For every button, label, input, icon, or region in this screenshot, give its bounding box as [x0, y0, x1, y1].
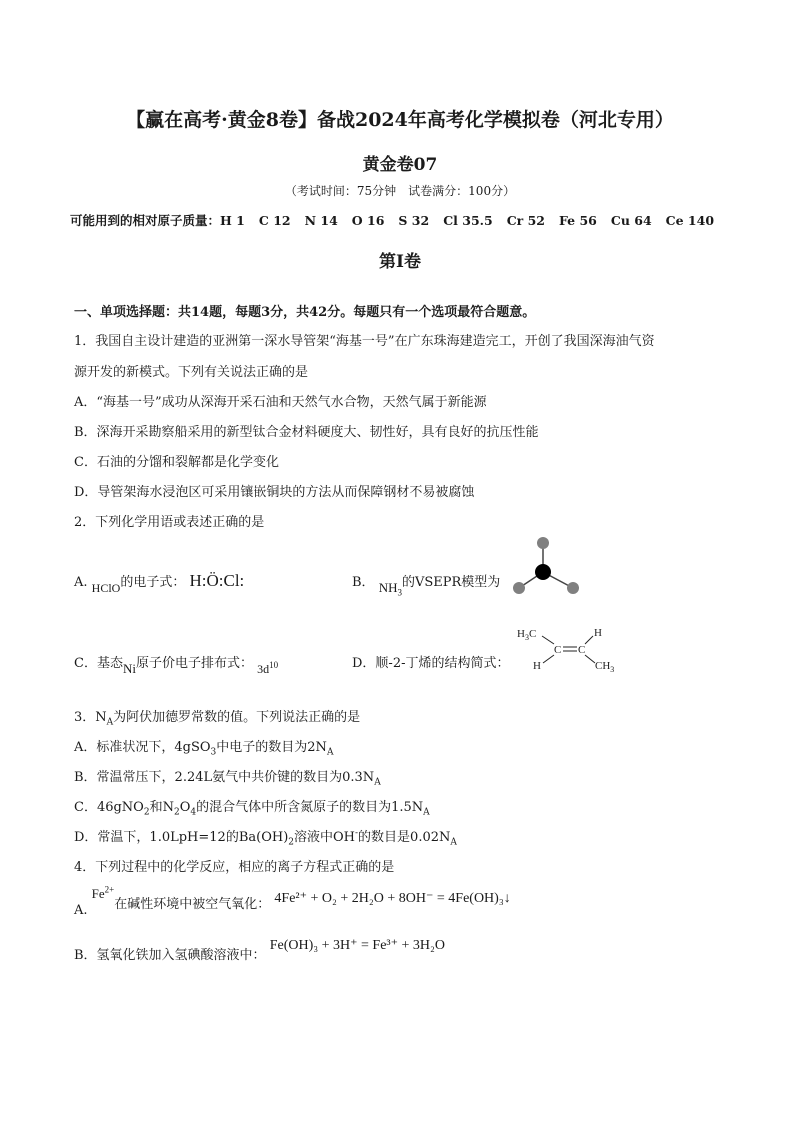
svg-text:H3C: $H_3C$: [517, 628, 537, 642]
q4-option-a: [74, 884, 511, 918]
atomic-mass-line: [70, 211, 728, 229]
volume-title: 第Ⅰ卷: [379, 252, 421, 272]
q2-a-text: 的电子式：: [120, 575, 186, 590]
q2-b-text: 的VSEPR模型为: [401, 575, 501, 590]
atomic-mass-item: O 16: [351, 213, 385, 228]
q4-a-text: 在碱性环境中被空气氧化：: [114, 897, 271, 912]
q1-option-b: B．深海开采勘察船采用的新型钛合金材料硬度大、韧性好，具有良好的抗压性能: [74, 425, 539, 440]
svg-text:CH3: $CH_3$: [595, 660, 615, 674]
q1-stem-line1: 1．我国自主设计建造的亚洲第一深水导管架“海基一号”在广东珠海建造完工，开创了我国深海油气资: [74, 334, 655, 349]
q2-a-label: A.: [74, 575, 88, 590]
atomic-mass-item: S 32: [398, 213, 430, 228]
atomic-mass-item: Ce 140: [665, 213, 715, 228]
q4-b-equation: Fe(OH)₃ + 3H⁺ = Fe³⁺ + 3H₂O: [269, 938, 446, 953]
cis-2-butene-structure: [515, 622, 625, 674]
q4-a-ion: $Fe^{2+}$: [91, 884, 115, 901]
q2-option-b: [352, 571, 501, 598]
page-title: 【赢在高考·黄金8卷】备战2024年高考化学模拟卷（河北专用）: [126, 109, 674, 131]
q3-option-c: C．46gNO$_2$和$N_2O_4$的混合气体中所含氮原子的数目为$1.5N_A$: [74, 800, 430, 818]
atomic-mass-label: 可能用到的相对原子质量：: [70, 213, 221, 228]
q2-option-d: D．顺-2-丁烯的结构简式：: [352, 656, 510, 671]
q2-a-electron-dot: H:Ö:Cl:: [189, 571, 245, 590]
atomic-mass-item: Fe 56: [558, 213, 597, 228]
q2-b-formula: $NH_3$: [378, 580, 402, 598]
svg-text:C: C: [578, 644, 586, 656]
q2-option-c: [74, 652, 279, 676]
q1-option-a: A．“海基一号”成功从深海开采石油和天然气水合物，天然气属于新能源: [74, 395, 487, 410]
q2-option-a: [74, 571, 245, 595]
q2-c-text: 原子价电子排布式：: [135, 656, 253, 671]
q2-b-label: B．: [352, 575, 375, 590]
q3-stem: 3．$N_A$为阿伏加德罗常数的值。下列说法正确的是: [74, 710, 361, 728]
q2-stem: 2．下列化学用语或表述正确的是: [74, 515, 265, 530]
q1-option-d: D．导管架海水浸泡区可采用镶嵌铜块的方法从而保障钢材不易被腐蚀: [74, 485, 475, 500]
q4-b-text: B．氢氧化铁加入氢碘酸溶液中：: [74, 948, 266, 963]
q1-stem-line2: 源开发的新模式。下列有关说法正确的是: [74, 365, 309, 380]
svg-text:H: H: [594, 627, 602, 639]
atomic-mass-item: N 14: [304, 213, 338, 228]
q4-a-equation: 4Fe²⁺ + O₂ + 2H₂O + 8OH⁻ = 4Fe(OH)₃↓: [274, 891, 511, 906]
paper-subtitle: 黄金卷07: [362, 155, 438, 175]
q2-a-formula: HClO: [91, 581, 121, 595]
svg-text:H: H: [533, 660, 541, 672]
atomic-mass-item: H 1: [220, 213, 245, 228]
exam-info: （考试时间：75分钟 试卷满分：100分）: [284, 184, 516, 198]
svg-text:C: C: [554, 644, 562, 656]
q1-option-c: C．石油的分馏和裂解都是化学变化: [74, 455, 279, 470]
atomic-mass-item: C 12: [258, 213, 291, 228]
q3-option-a: A．标准状况下，4gSO$_3$中电子的数目为$2N_A$: [74, 740, 334, 758]
atomic-mass-item: Cl 35.5: [443, 213, 493, 228]
q2-c-element: Ni: [122, 661, 136, 676]
q3-option-d: D．常温下，1.0LpH=12的$Ba(OH)_2$溶液中OH-的数目是$0.02N_A$: [74, 828, 457, 848]
section-heading: 一、单项选择题：共14题，每题3分，共42分。每题只有一个选项最符合题意。: [74, 305, 536, 320]
vsepr-model-diagram: [505, 530, 595, 600]
q4-stem: 4．下列过程中的化学反应，相应的离子方程式正确的是: [74, 860, 395, 875]
q4-option-b: [74, 938, 446, 964]
atomic-mass-item: Cu 64: [610, 213, 652, 228]
q2-c-config: $3d^{10}$: [257, 660, 279, 676]
q3-option-b: B．常温常压下，2.24L氨气中共价键的数目为$0.3N_A$: [74, 770, 381, 788]
q2-c-label: C．基态: [74, 656, 123, 671]
atomic-mass-item: Cr 52: [506, 213, 545, 228]
q4-a-label: A.: [74, 903, 88, 918]
